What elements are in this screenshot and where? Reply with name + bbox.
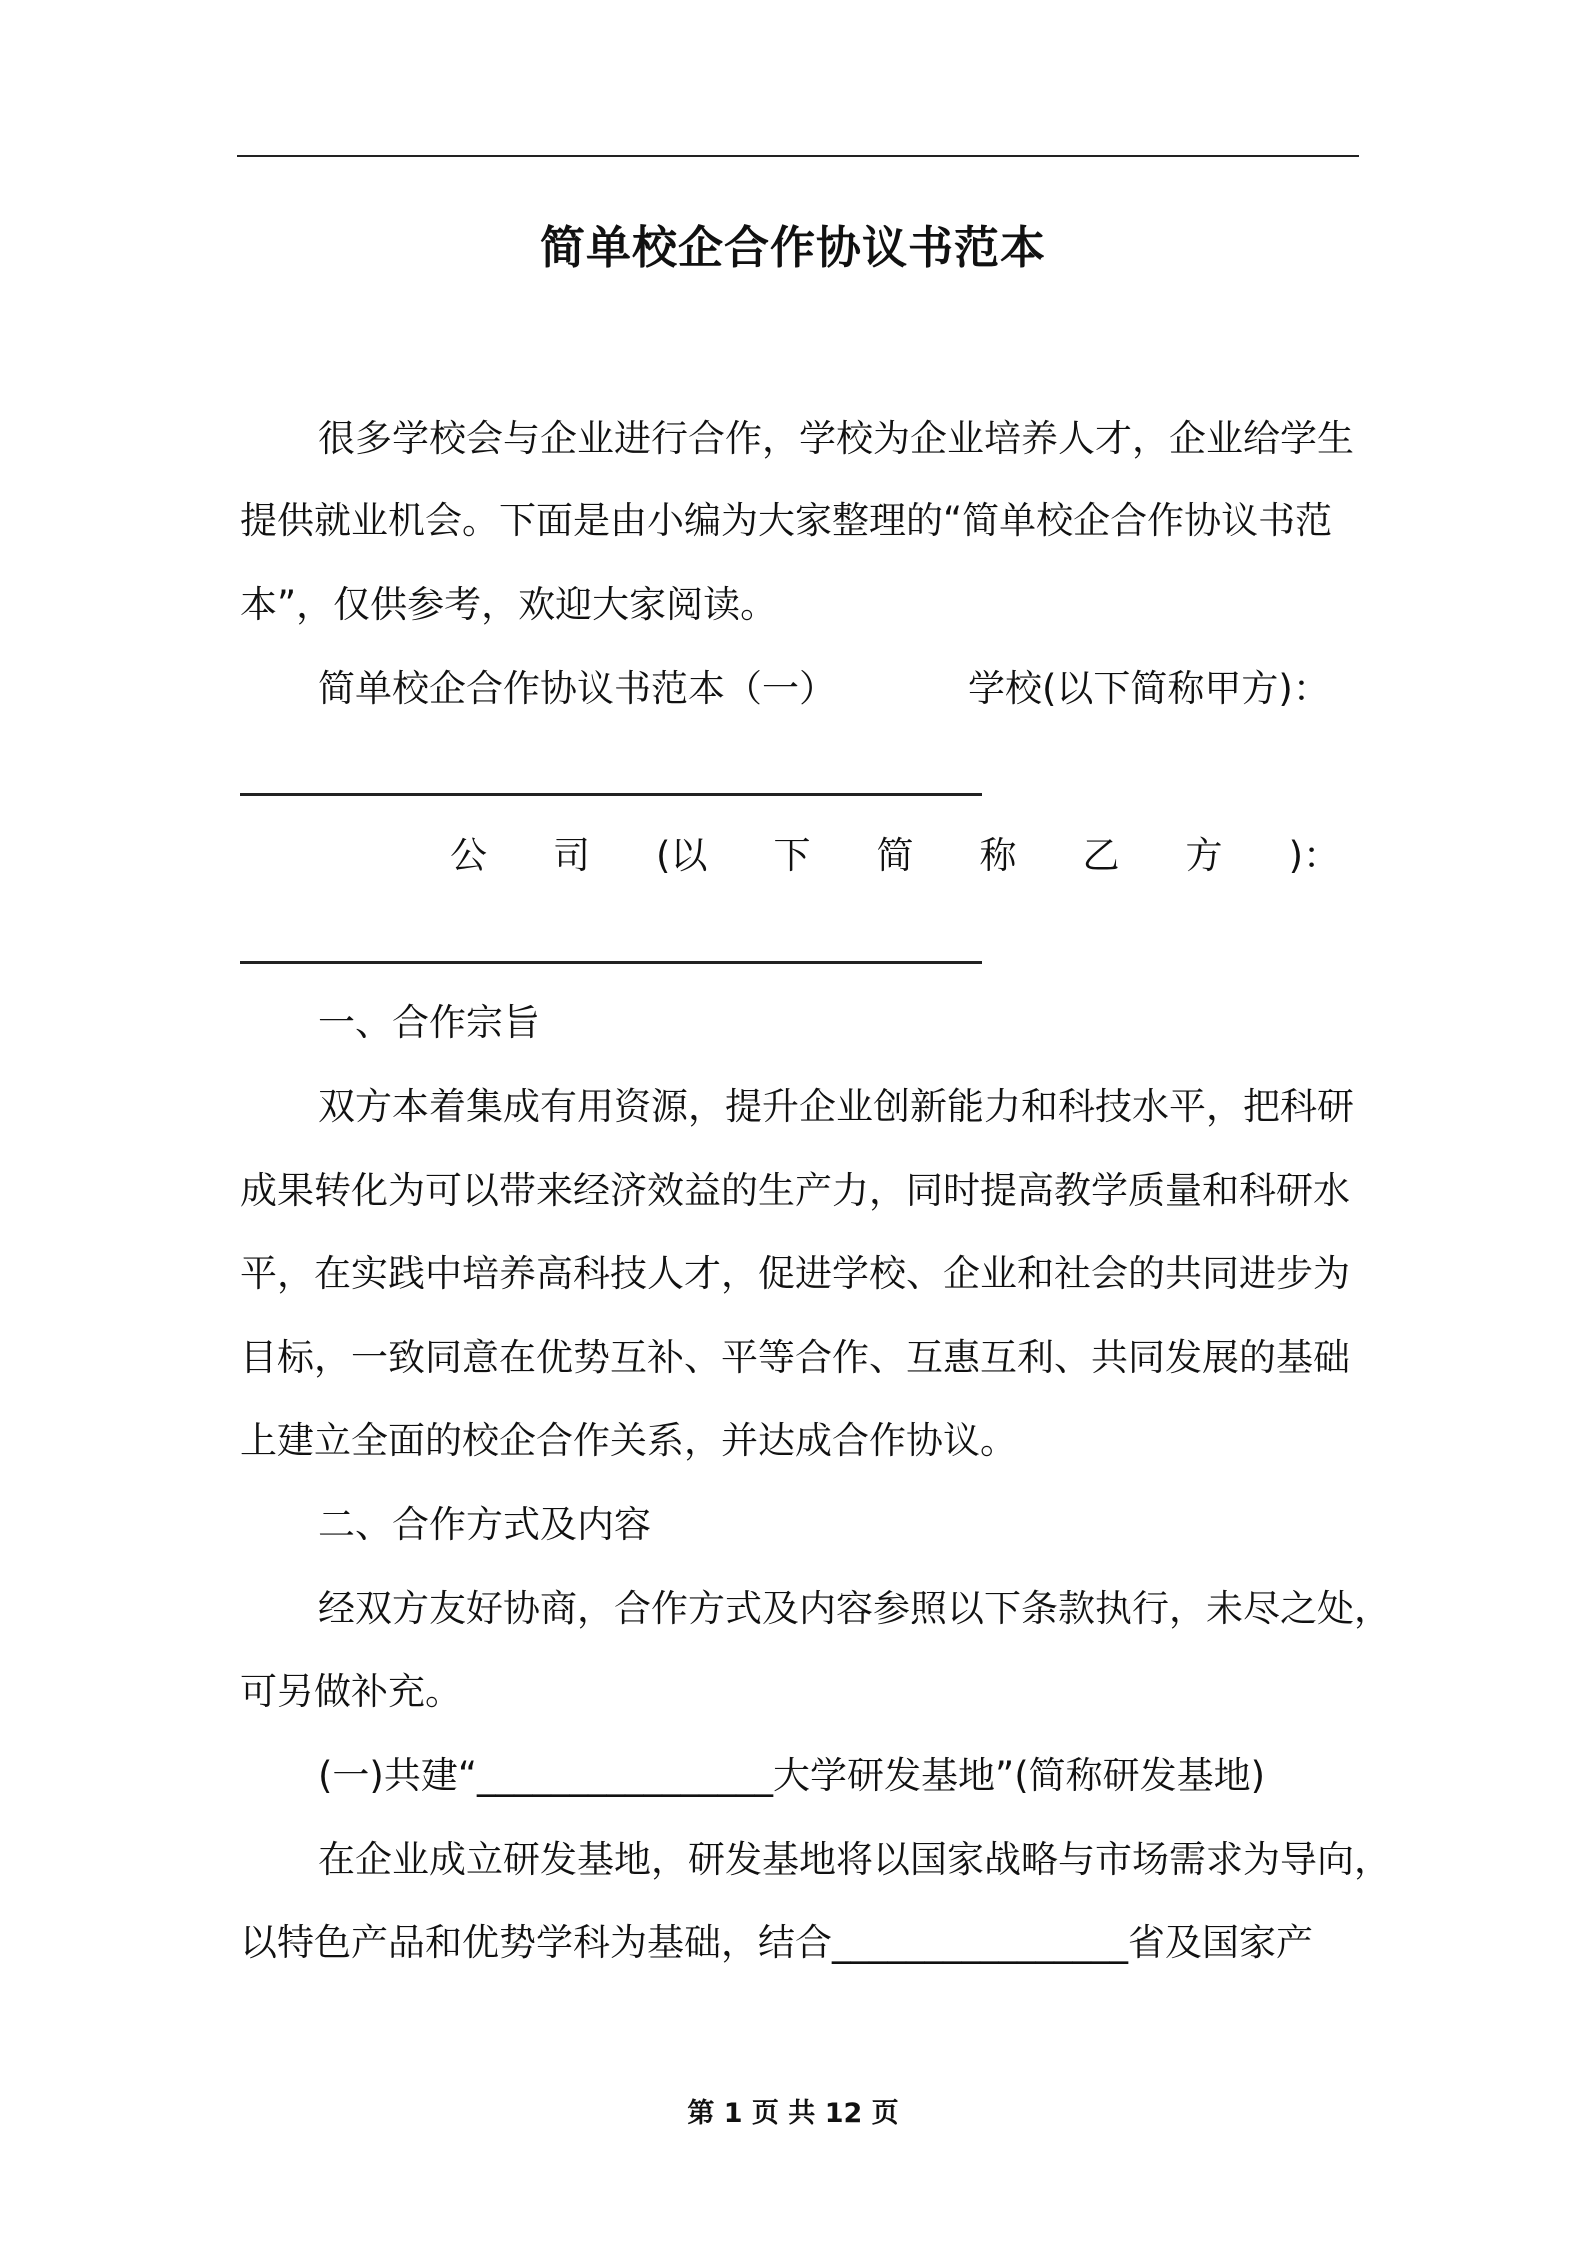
section-2-heading: 二、合作方式及内容 <box>318 1503 651 1546</box>
intro-line-3: 本”，仅供参考，欢迎大家阅读。 <box>240 583 778 626</box>
party-b-char: )： <box>1288 834 1340 877</box>
item-1-heading: (一)共建“________________大学研发基地”(简称研发基地) <box>318 1754 1266 1797</box>
section-1-line-4: 目标，一致同意在优势互补、平等合作、互惠互利、共同发展的基础 <box>240 1336 1350 1379</box>
party-b-char: 司 <box>553 834 591 877</box>
section-1-line-1: 双方本着集成有用资源，提升企业创新能力和科技水平，把科研 <box>318 1085 1354 1128</box>
party-b-blank <box>240 961 982 964</box>
agreement-subtitle: 简单校企合作协议书范本（一） <box>318 667 836 710</box>
section-1-heading: 一、合作宗旨 <box>318 1001 540 1044</box>
party-b-char: 乙 <box>1082 834 1120 877</box>
section-1-line-2: 成果转化为可以带来经济效益的生产力，同时提高教学质量和科研水 <box>240 1169 1350 1212</box>
document-title: 简单校企合作协议书范本 <box>539 221 1046 274</box>
party-b-char: 称 <box>979 834 1017 877</box>
header-rule <box>237 155 1359 157</box>
section-2-line-2: 可另做补充。 <box>240 1670 462 1713</box>
party-a-label: 学校(以下简称甲方)： <box>968 667 1330 710</box>
party-b-char: 下 <box>773 834 811 877</box>
section-1-line-5: 上建立全面的校企合作关系，并达成合作协议。 <box>240 1419 1017 1462</box>
party-b-char: 方 <box>1185 834 1223 877</box>
item-1-line-2: 以特色产品和优势学科为基础，结合________________省及国家产 <box>240 1921 1313 1964</box>
item-1-line-1: 在企业成立研发基地，研发基地将以国家战略与市场需求为导向， <box>318 1838 1391 1881</box>
party-b-label <box>450 831 1340 881</box>
page-number: 第 1 页 共 12 页 <box>687 2098 899 2129</box>
intro-line-1: 很多学校会与企业进行合作，学校为企业培养人才，企业给学生 <box>318 417 1354 460</box>
party-b-char: (以 <box>656 834 708 877</box>
party-a-blank <box>240 793 982 796</box>
party-b-char: 公 <box>450 834 487 877</box>
section-2-line-1: 经双方友好协商，合作方式及内容参照以下条款执行，未尽之处， <box>318 1587 1391 1630</box>
intro-line-2: 提供就业机会。下面是由小编为大家整理的“简单校企合作协议书范 <box>240 499 1333 542</box>
section-1-line-3: 平，在实践中培养高科技人才，促进学校、企业和社会的共同进步为 <box>240 1252 1350 1295</box>
party-b-char: 简 <box>876 834 914 877</box>
